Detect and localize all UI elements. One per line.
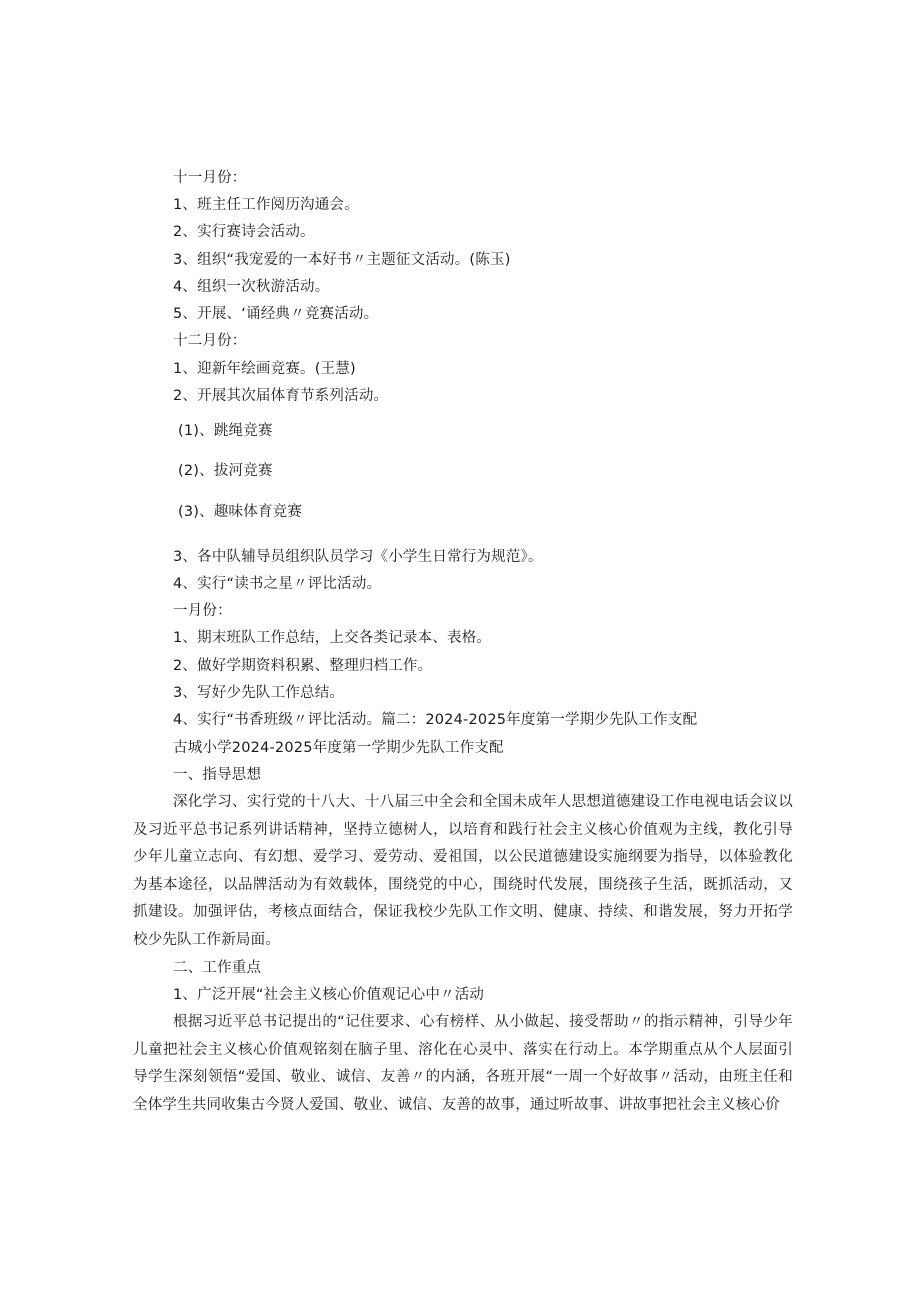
november-item-4: 4、组织一次秋游活动。 bbox=[173, 279, 330, 295]
december-item-2: 2、开展其次届体育节系列活动。 bbox=[173, 388, 389, 404]
work-focus-item-1-heading: 1、广泛开展“社会主义核心价值观记心中〃活动 bbox=[173, 987, 485, 1003]
december-sub-item-2: (2)、拔河竞赛 bbox=[178, 463, 273, 479]
november-item-3: 3、组织“我宠爱的一本好书〃主题征文活动。(陈玉) bbox=[173, 252, 511, 268]
december-item-3: 3、各中队辅导员组织队员学习《小学生日常行为规范》。 bbox=[173, 549, 543, 565]
january-item-2: 2、做好学期资料积累、整理归档工作。 bbox=[173, 658, 433, 674]
paragraph-work-focus-1: 根据习近平总书记提出的“记住要求、心有榜样、从小做起、接受帮助〃的指示精神，引导少年儿童把社会主义核心价值观铭刻在脑子里、溶化在心灵中、落实在行动上。本学期重点从个人层面引导学生深刻领悟“爱国、敬业、诚信、友善〃的内涵，各班开展“一周一个好故事〃活动，由班主任和全体学生共同收集古今贤人爱国、敬业、诚信、友善的故事，通过听故事、讲故事把社会主义核心价 bbox=[133, 1014, 793, 1113]
section-heading-guiding-thought: 一、指导思想 bbox=[173, 767, 262, 783]
december-sub-item-3: (3)、趣味体育竞赛 bbox=[178, 504, 303, 520]
december-heading: 十二月份： bbox=[173, 333, 247, 349]
november-item-1: 1、班主任工作阅历沟通会。 bbox=[173, 197, 359, 213]
december-sub-item-1: (1)、跳绳竞赛 bbox=[178, 423, 273, 439]
january-heading: 一月份： bbox=[173, 603, 232, 619]
november-heading: 十一月份： bbox=[173, 170, 247, 186]
section-heading-work-focus: 二、工作重点 bbox=[173, 960, 262, 976]
january-item-4: 4、实行“书香班级〃评比活动。篇二：2024-2025年度第一学期少先队工作支配 bbox=[173, 712, 698, 728]
december-item-4: 4、实行“读书之星〃评比活动。 bbox=[173, 576, 382, 592]
november-item-5: 5、开展、‘诵经典〃竞赛活动。 bbox=[173, 306, 379, 322]
december-item-1: 1、迎新年绘画竞赛。(王慧) bbox=[173, 361, 356, 377]
january-item-3: 3、写好少先队工作总结。 bbox=[173, 685, 345, 701]
document-title: 古城小学2024-2025年度第一学期少先队工作支配 bbox=[173, 740, 504, 756]
november-item-2: 2、实行赛诗会活动。 bbox=[173, 224, 315, 240]
paragraph-guiding-thought: 深化学习、实行党的十八大、十八届三中全会和全国未成年人思想道德建设工作电视电话会议以及习近平总书记系列讲话精神，坚持立德树人，以培育和践行社会主义核心价值观为主线，教化引导少年儿童立志向、有幻想、爱学习、爱劳动、爱祖国，以公民道德建设实施纲要为指导，以体验教化为基本途径，以品牌活动为有效载体，围绕党的中心，围绕时代发展，围绕孩子生活，既抓活动，又抓建设。加强评估，考核点面结合，保证我校少先队工作文明、健康、持续、和谐发展，努力开拓学校少先队工作新局面。 bbox=[133, 794, 793, 948]
january-item-1: 1、期末班队工作总结，上交各类记录本、表格。 bbox=[173, 630, 492, 646]
